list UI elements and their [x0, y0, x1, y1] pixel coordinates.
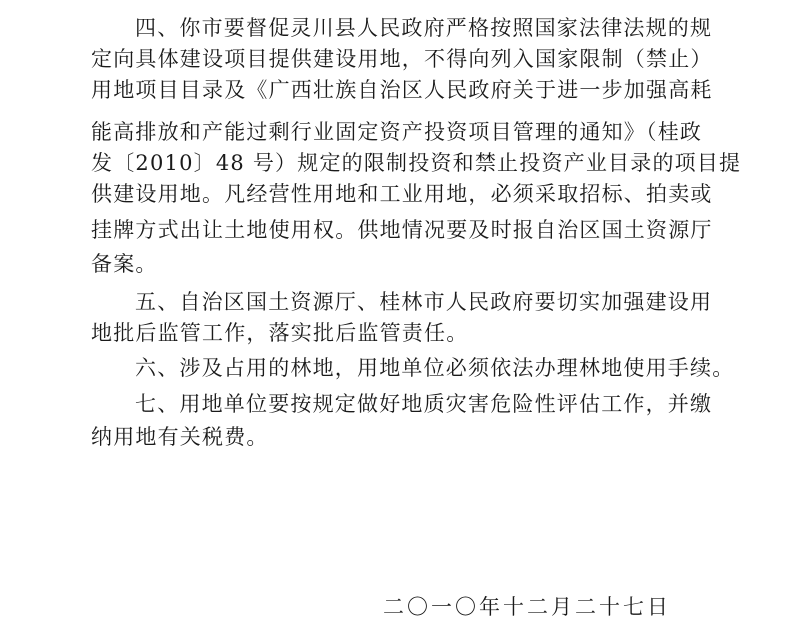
paragraph-5-line-1: 五、自治区国土资源厅、桂林市人民政府要切实加强建设用 — [135, 290, 713, 314]
paragraph-4-line-4: 能高排放和产能过剩行业固定资产投资项目管理的通知》（桂政 — [91, 120, 703, 144]
paragraph-4-line-7: 挂牌方式出让土地使用权。供地情况要及时报自治区国土资源厅 — [91, 218, 713, 242]
paragraph-7-line-1: 七、用地单位要按规定做好地质灾害危险性评估工作，并缴 — [135, 392, 713, 416]
paragraph-4-line-3: 用地项目目录及《广西壮族自治区人民政府关于进一步加强高耗 — [91, 78, 713, 102]
paragraph-4-line-1: 四、你市要督促灵川县人民政府严格按照国家法律法规的规 — [135, 16, 713, 40]
paragraph-5-line-2: 地批后监管工作，落实批后监管责任。 — [91, 321, 469, 345]
paragraph-4-line-6: 供建设用地。凡经营性用地和工业用地，必须采取招标、拍卖或 — [91, 182, 713, 206]
paragraph-4-line-2: 定向具体建设项目提供建设用地，不得向列入国家限制（禁止） — [91, 47, 713, 71]
paragraph-4-line-5: 发〔2010〕48 号）规定的限制投资和禁止投资产业目录的项目提 — [91, 151, 742, 175]
paragraph-4-line-8: 备案。 — [91, 252, 158, 276]
paragraph-7-line-2: 纳用地有关税费。 — [91, 425, 269, 449]
paragraph-6-line-1: 六、涉及占用的林地，用地单位必须依法办理林地使用手续。 — [135, 356, 735, 380]
document-date: 二〇一〇年十二月二十七日 — [383, 595, 671, 619]
